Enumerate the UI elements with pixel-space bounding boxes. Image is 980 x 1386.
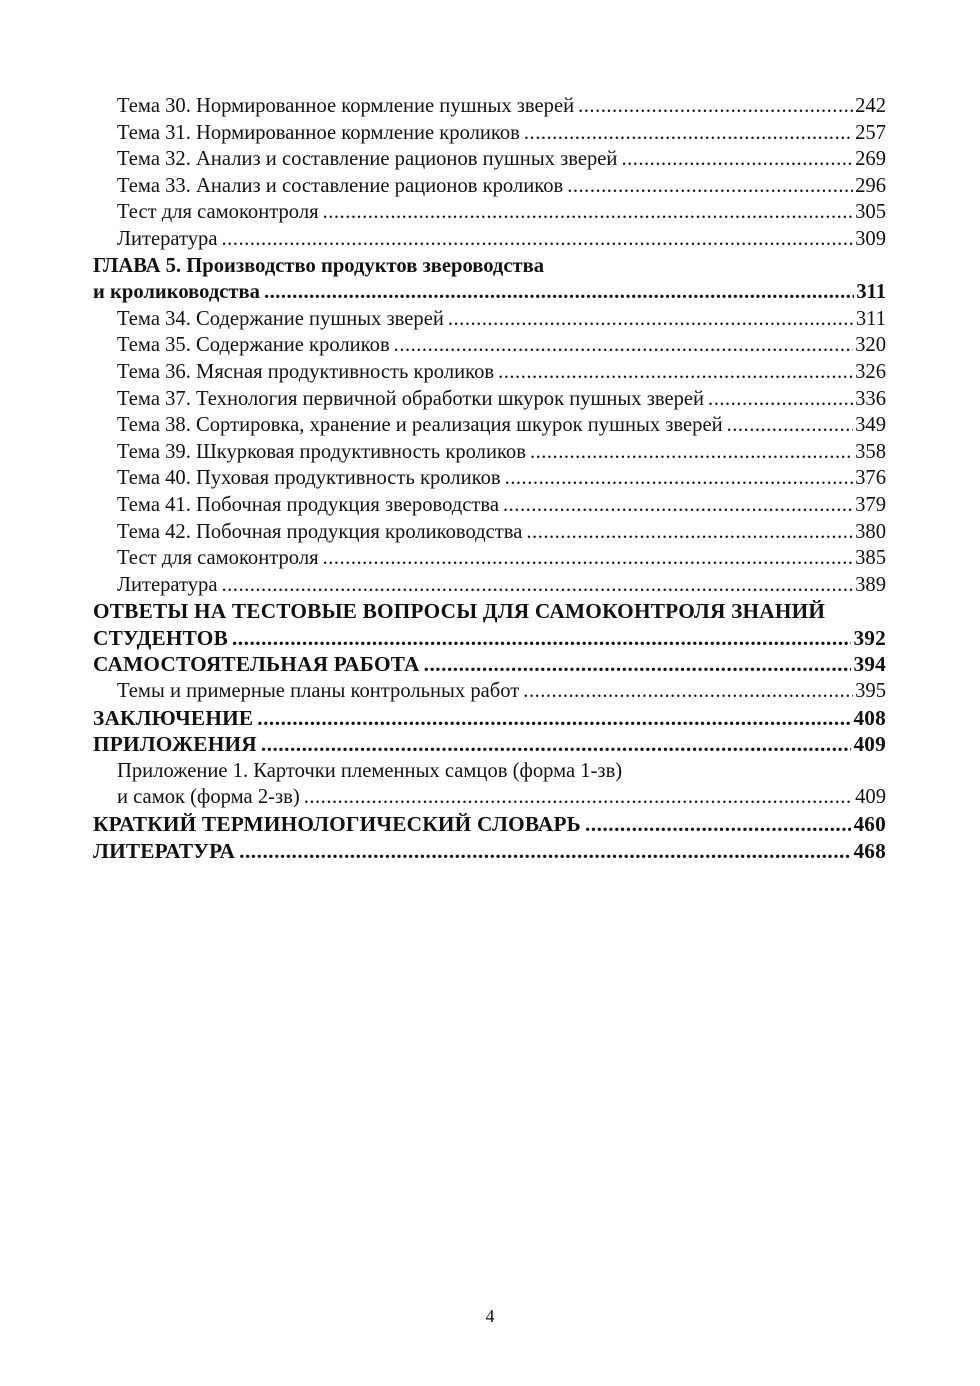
- toc-entry-page: 309: [855, 227, 886, 250]
- toc-entry[interactable]: [93, 678, 886, 705]
- toc-entry[interactable]: [93, 412, 886, 439]
- toc-section-entry[interactable]: [93, 731, 886, 758]
- toc-entry-page: 269: [855, 148, 886, 171]
- toc-chapter-entry[interactable]: [93, 253, 886, 306]
- toc-entry-title: КРАТКИЙ ТЕРМИНОЛОГИЧЕСКИЙ СЛОВАРЬ: [93, 812, 581, 837]
- toc-section-entry[interactable]: [93, 598, 886, 651]
- toc-entry[interactable]: [93, 332, 886, 359]
- toc-leader-dots: [257, 705, 851, 732]
- toc-entry-title: и самок (форма 2-зв): [117, 786, 300, 809]
- toc-entry-page: 460: [853, 812, 886, 837]
- toc-leader-dots: [222, 226, 854, 253]
- toc-section-entry[interactable]: [93, 811, 886, 838]
- toc-entry[interactable]: [93, 359, 886, 386]
- toc-entry[interactable]: [93, 146, 886, 173]
- toc-entry-title: ПРИЛОЖЕНИЯ: [93, 732, 257, 757]
- toc-entry[interactable]: [93, 173, 886, 200]
- toc-leader-dots: [424, 651, 852, 678]
- toc-entry-title: Тема 30. Нормированное кормление пушных зверей: [117, 95, 575, 117]
- toc-entry-page: 392: [853, 625, 886, 650]
- toc-entry-title-line1: ГЛАВА 5. Производство продуктов звероводства: [93, 254, 545, 277]
- toc-entry-title: Литература: [117, 227, 218, 250]
- toc-leader-dots: [323, 545, 854, 572]
- toc-section-entry[interactable]: [93, 705, 886, 732]
- toc-leader-dots: [578, 93, 853, 120]
- page-number: 4: [485, 1306, 495, 1326]
- toc-entry[interactable]: [93, 386, 886, 413]
- toc-leader-dots: [530, 439, 853, 466]
- toc-entry-title: Тема 33. Анализ и составление рационов кроликов: [117, 174, 564, 197]
- toc-entry-page: 408: [853, 705, 886, 730]
- toc-entry-title: Тема 36. Мясная продуктивность кроликов: [117, 360, 495, 383]
- toc-entry[interactable]: [93, 306, 886, 333]
- toc-entry-title: Темы и примерные планы контрольных работ: [117, 680, 520, 703]
- toc-entry-title: ЛИТЕРАТУРА: [93, 838, 236, 863]
- toc-entry-title-line1: ОТВЕТЫ НА ТЕСТОВЫЕ ВОПРОСЫ ДЛЯ САМОКОНТРОЛЯ ЗНАНИЙ: [93, 599, 826, 624]
- toc-entry-page: 468: [853, 838, 886, 863]
- toc-entry-page: 385: [855, 547, 886, 570]
- toc-entry-page: 394: [853, 652, 886, 677]
- toc-entry-page: 320: [855, 334, 886, 357]
- toc-leader-dots: [264, 279, 854, 306]
- toc-leader-dots: [523, 678, 853, 705]
- toc-entry-page: 376: [855, 467, 886, 490]
- toc-entry[interactable]: [93, 439, 886, 466]
- toc-leader-dots: [524, 120, 853, 147]
- toc-entry-title: Тема 40. Пуховая продуктивность кроликов: [117, 467, 501, 490]
- toc-entry-page: 409: [853, 732, 886, 757]
- toc-entry[interactable]: [93, 519, 886, 546]
- toc-entry-page: 296: [855, 174, 886, 197]
- toc-entry-page: 257: [855, 121, 886, 144]
- toc-leader-dots: [304, 784, 853, 811]
- toc-entry[interactable]: [93, 120, 886, 147]
- toc-entry-page: 389: [855, 573, 886, 596]
- toc-entry-title: и кролиководства: [93, 281, 260, 304]
- toc-entry[interactable]: [93, 758, 886, 811]
- toc-leader-dots: [448, 306, 854, 333]
- toc-entry-title-line1: Приложение 1. Карточки племенных самцов (форма 1-зв): [117, 759, 623, 782]
- toc-leader-dots: [232, 625, 851, 652]
- toc-entry-title: ЗАКЛЮЧЕНИЕ: [93, 705, 254, 730]
- toc-entry[interactable]: [93, 93, 886, 120]
- toc-leader-dots: [727, 412, 854, 439]
- toc-leader-dots: [526, 519, 853, 546]
- toc-leader-dots: [708, 386, 853, 413]
- toc-entry[interactable]: [93, 492, 886, 519]
- toc-entry-page: 326: [855, 360, 886, 383]
- toc-entry-title: Тест для самоконтроля: [117, 201, 319, 224]
- toc-entry-title: Тема 41. Побочная продукция звероводства: [117, 493, 499, 516]
- toc-entry-page: 349: [855, 414, 886, 437]
- toc-leader-dots: [498, 359, 853, 386]
- toc-leader-dots: [505, 465, 854, 492]
- toc-entry-title: Тема 39. Шкурковая продуктивность кроликов: [117, 440, 526, 463]
- toc-entry-page: 242: [855, 95, 886, 117]
- toc-entry-title: Тема 32. Анализ и составление рационов пушных зверей: [117, 148, 618, 171]
- toc-leader-dots: [222, 572, 854, 599]
- toc-leader-dots: [239, 838, 851, 865]
- toc-leader-dots: [621, 146, 853, 173]
- toc-entry-title: Тема 42. Побочная продукция кролиководства: [117, 520, 523, 543]
- toc-section-entry[interactable]: [93, 651, 886, 678]
- toc-section-entry[interactable]: [93, 838, 886, 865]
- toc-leader-dots: [567, 173, 853, 200]
- toc-entry[interactable]: [93, 465, 886, 492]
- toc-entry-page: 409: [855, 786, 886, 809]
- toc-entry[interactable]: [93, 226, 886, 253]
- toc-entry-page: 336: [855, 387, 886, 410]
- toc-leader-dots: [261, 731, 852, 758]
- toc-leader-dots: [585, 811, 851, 838]
- toc-entry-title: Тема 34. Содержание пушных зверей: [117, 307, 444, 330]
- toc-entry-page: 380: [855, 520, 886, 543]
- toc-leader-dots: [323, 199, 854, 226]
- toc-entry-page: 358: [855, 440, 886, 463]
- toc-leader-dots: [503, 492, 853, 519]
- toc-entry-page: 395: [855, 680, 886, 703]
- toc-entry[interactable]: [93, 199, 886, 226]
- toc-entry-title: СТУДЕНТОВ: [93, 625, 228, 650]
- toc-entry-title: Тема 38. Сортировка, хранение и реализация шкурок пушных зверей: [117, 414, 723, 437]
- toc-entry-title: Тема 37. Технология первичной обработки шкурок пушных зверей: [117, 387, 705, 410]
- toc-entry-title: Тема 35. Содержание кроликов: [117, 334, 390, 357]
- toc-entry-page: 305: [855, 201, 886, 224]
- toc-leader-dots: [394, 332, 853, 359]
- toc-entry-title: САМОСТОЯТЕЛЬНАЯ РАБОТА: [93, 652, 420, 677]
- toc-entry-page: 311: [856, 281, 886, 304]
- toc-entry[interactable]: [93, 572, 886, 599]
- toc-entry-page: 311: [855, 307, 886, 330]
- toc-entry-title: Тема 31. Нормированное кормление кроликов: [117, 121, 520, 144]
- toc-entry-page: 379: [855, 493, 886, 516]
- toc-entry-title: Литература: [117, 573, 218, 596]
- table-of-contents: [93, 93, 886, 864]
- toc-entry[interactable]: [93, 545, 886, 572]
- toc-entry-title: Тест для самоконтроля: [117, 547, 319, 570]
